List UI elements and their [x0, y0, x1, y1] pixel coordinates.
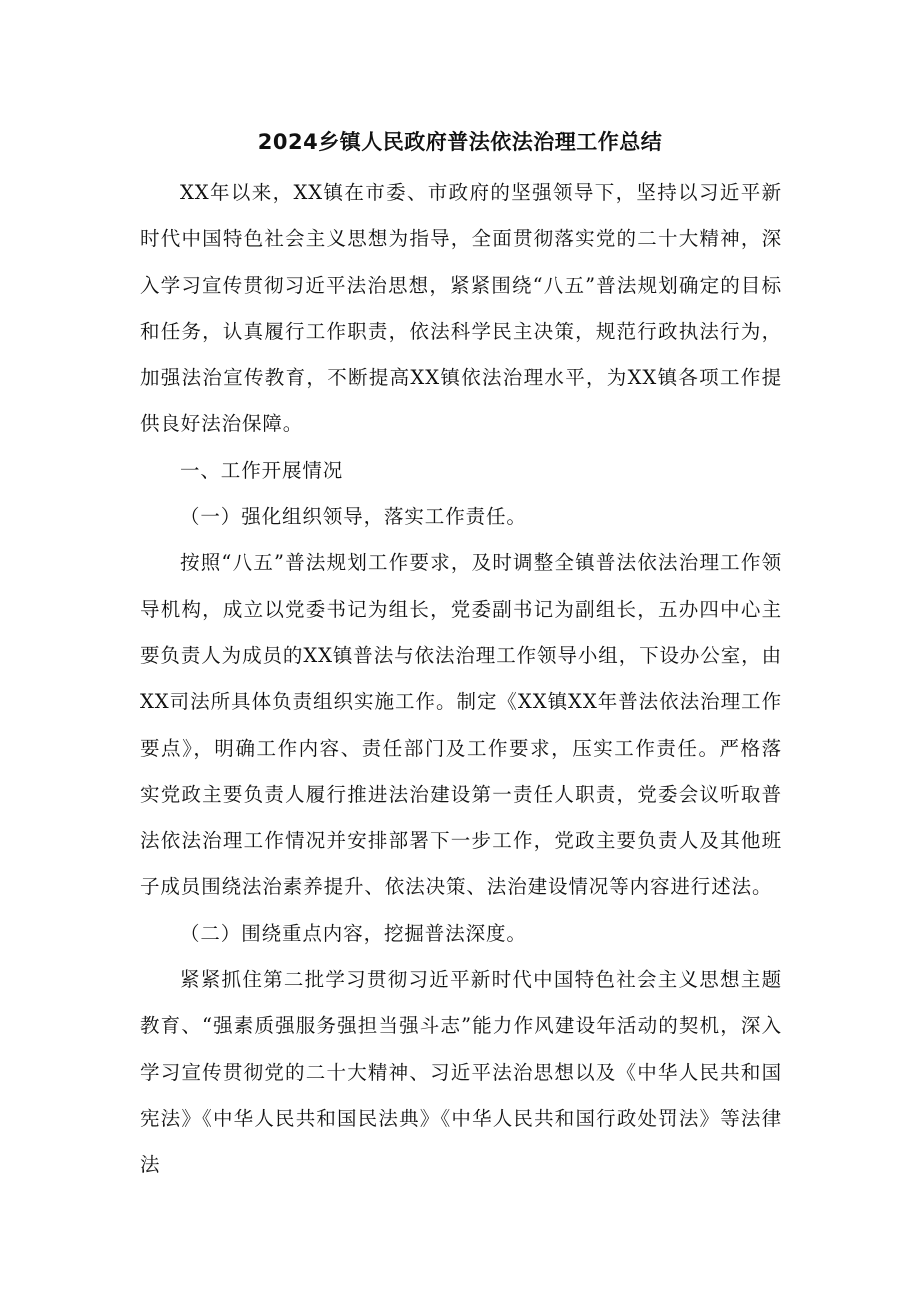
document-title: 2024乡镇人民政府普法依法治理工作总结 — [257, 130, 663, 154]
section-heading-work-status: 一、工作开展情况 — [180, 458, 344, 482]
subsection-body-key-content: 紧紧抓住第二批学习贯彻习近平新时代中国特色社会主义思想主题教育、“强素质强服务强担当强斗志”能力作风建设年活动的契机，深入学习宣传贯彻党的二十大精神、习近平法治思想以及《中华人民共和国宪法》《中华人民共和国民法典》《中华人民共和国行政处罚法》等法律法 — [140, 968, 782, 1177]
intro-paragraph: XX年以来，XX镇在市委、市政府的坚强领导下，坚持以习近平新时代中国特色社会主义思想为指导，全面贯彻落实党的二十大精神，深入学习宣传贯彻习近平法治思想，紧紧围绕“八五”普法规划确定的目标和任务，认真履行工作职责，依法科学民主决策，规范行政执法行为，加强法治宣传教育，不断提高XX镇依法治理水平，为XX镇各项工作提供良好法治保障。 — [140, 181, 782, 436]
subsection-heading-organization: （一）强化组织领导，落实工作责任。 — [180, 505, 527, 529]
document-body — [140, 170, 782, 1189]
subsection-heading-key-content: （二）围绕重点内容，挖掘普法深度。 — [180, 921, 527, 945]
subsection-body-organization: 按照“八五”普法规划工作要求，及时调整全镇普法依法治理工作领导机构，成立以党委书记为组长，党委副书记为副组长，五办四中心主要负责人为成员的XX镇普法与依法治理工作领导小组，下设办公室，由XX司法所具体负责组织实施工作。制定《XX镇XX年普法依法治理工作要点》，明确工作内容、责任部门及工作要求，压实工作责任。严格落实党政主要负责人履行推进法治建设第一责任人职责，党委会议听取普法依法治理工作情况并安排部署下一步工作，党政主要负责人及其他班子成员围绕法治素养提升、依法决策、法治建设情况等内容进行述法。 — [140, 551, 782, 899]
